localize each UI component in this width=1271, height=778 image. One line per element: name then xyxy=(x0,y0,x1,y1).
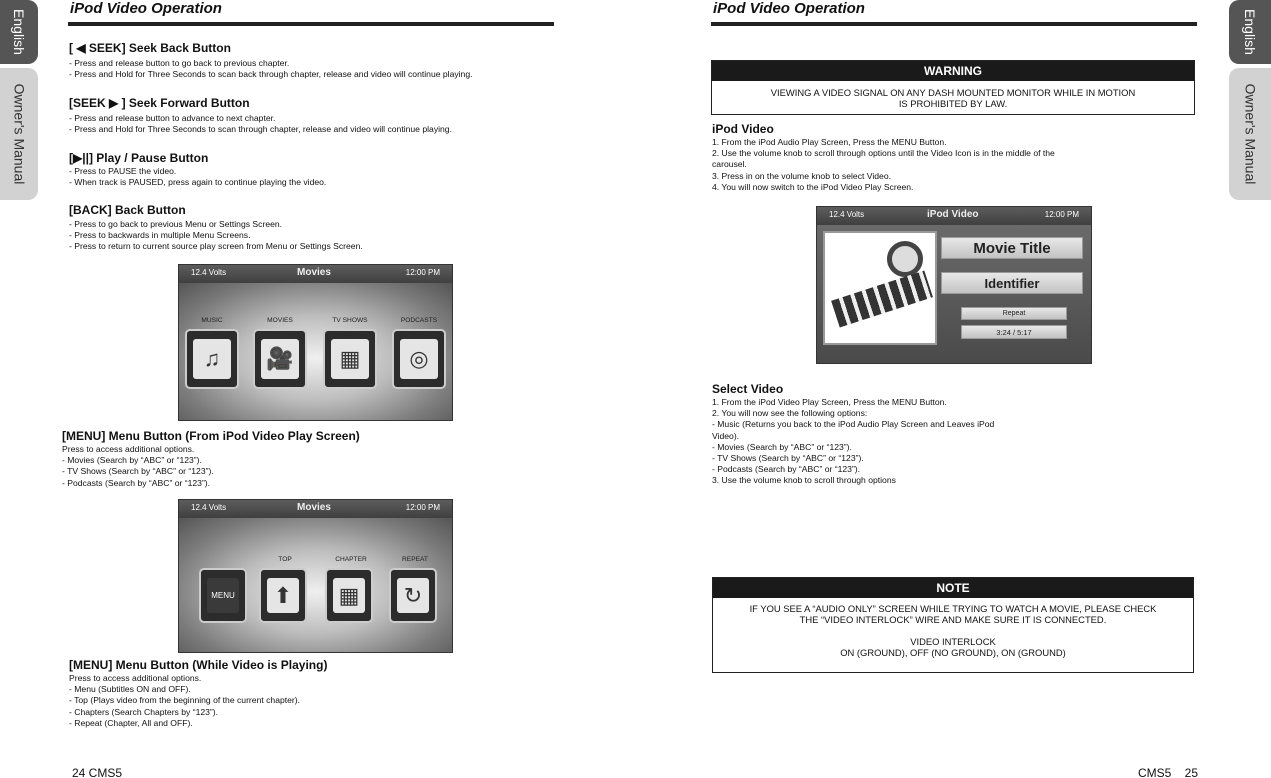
seek-back-title: [ ◀ SEEK] Seek Back Button xyxy=(69,41,231,55)
seek-back-text: - Press and release button to go back to previous chapter. - Press and Hold for Three Seconds to scan back through chapter, release and video will continue playing. xyxy=(69,58,473,80)
warning-heading: WARNING xyxy=(712,61,1194,81)
seek-forward-title: [SEEK ▶ ] Seek Forward Button xyxy=(69,96,250,110)
manual-tab-left: Owner's Manual xyxy=(0,68,38,200)
language-tab-right: English xyxy=(1229,0,1271,64)
back-button-title: [BACK] Back Button xyxy=(69,203,186,217)
podcasts-icon: ◎ xyxy=(400,339,438,379)
play-pause-text: - Press to PAUSE the video. - When track is PAUSED, press again to continue playing the video. xyxy=(69,166,327,188)
movies-icon: 🎥 xyxy=(261,339,299,379)
movies-menu-screen xyxy=(178,264,453,421)
volts-readout: 12.4 Volts xyxy=(191,503,227,512)
volts-readout: 12.4 Volts xyxy=(829,210,865,219)
warning-box xyxy=(711,60,1195,115)
screen-status-bar xyxy=(179,500,452,518)
screen-title: Movies xyxy=(297,267,331,278)
right-header-rule xyxy=(711,22,1197,26)
top-tile: TOP ⬆ xyxy=(259,568,307,623)
menu-play-text: Press to access additional options. - Movies (Search by “ABC” or “123”). - TV Shows (Search by “ABC” or “123”). - Podcasts (Search by “ABC” or “123”). xyxy=(62,444,214,488)
music-tile: MUSIC ♫ xyxy=(185,329,239,389)
select-video-title: Select Video xyxy=(712,382,784,396)
volts-readout: 12.4 Volts xyxy=(191,268,227,277)
screen-status-bar xyxy=(179,265,452,283)
tv-shows-tile: TV SHOWS ▦ xyxy=(323,329,377,389)
chapter-icon: ▦ xyxy=(333,578,365,613)
select-video-steps: 1. From the iPod Video Play Screen, Press the MENU Button. 2. You will now see the following options: - Music (Returns you back to the iPod Audio Play Screen and Leaves iPod Video). - Movies (Search by “ABC” or “123”). - TV Shows (Search by “ABC” or “123”). - Podcasts (Search by “ABC” or “123”). 3. Use the volume knob to scroll through options xyxy=(712,397,995,486)
repeat-indicator: Repeat xyxy=(961,307,1067,320)
play-pause-title: [▶||] Play / Pause Button xyxy=(69,151,209,165)
right-page-header: iPod Video Operation xyxy=(713,0,865,17)
note-heading: NOTE xyxy=(713,578,1193,598)
left-page-number: 24 CMS5 xyxy=(72,766,123,778)
chapter-tile: CHAPTER ▦ xyxy=(325,568,373,623)
identifier-field: Identifier xyxy=(941,272,1083,294)
top-arrow-icon: ⬆ xyxy=(267,578,299,613)
left-page-header: iPod Video Operation xyxy=(70,0,222,17)
menu-icon: MENU xyxy=(207,578,239,613)
ipod-video-title: iPod Video xyxy=(712,122,774,136)
note-text: IF YOU SEE A “AUDIO ONLY” SCREEN WHILE TRYING TO WATCH A MOVIE, PLEASE CHECK THE “VIDEO INTERLOCK” WIRE AND MAKE SURE IT IS CONNECTED. VIDEO INTERLOCK ON (GROUND), OFF (NO GROUND), ON (GROUND) xyxy=(749,603,1157,658)
menu-tile xyxy=(199,568,247,623)
back-button-text: - Press to go back to previous Menu or Settings Screen. - Press to backwards in multiple Menu Screens. - Press to return to current source play screen from Menu or Settings Screen. xyxy=(69,219,363,252)
screen-title: iPod Video xyxy=(927,209,979,220)
movies-tile: MOVIES 🎥 xyxy=(253,329,307,389)
movie-title-field: Movie Title xyxy=(941,237,1083,259)
ipod-video-steps: 1. From the iPod Audio Play Screen, Press the MENU Button. 2. Use the volume knob to scroll through options until the Video Icon is in the middle of the carousel. 3. Press in on the volume knob to select Video. 4. You will now switch to the iPod Video Play Screen. xyxy=(712,137,1055,192)
manual-tab-right: Owner's Manual xyxy=(1229,68,1271,200)
seek-forward-text: - Press and release button to advance to next chapter. - Press and Hold for Three Seconds to scan through chapter, release and video will continue playing. xyxy=(69,113,452,135)
clock: 12:00 PM xyxy=(405,268,440,277)
warning-text: VIEWING A VIDEO SIGNAL ON ANY DASH MOUNTED MONITOR WHILE IN MOTION IS PROHIBITED BY LAW. xyxy=(770,87,1136,109)
screen-title: Movies xyxy=(297,502,331,513)
note-box xyxy=(712,577,1194,673)
menu-video-text: Press to access additional options. - Menu (Subtitles ON and OFF). - Top (Plays video from the beginning of the current chapter). - Chapters (Search Chapters by “123”). - Repeat (Chapter, All and OFF). xyxy=(69,673,301,728)
right-page-number: CMS5 25 xyxy=(1138,766,1199,778)
menu-video-title: [MENU] Menu Button (While Video is Playing) xyxy=(69,658,328,672)
language-tab-left: English xyxy=(0,0,38,64)
screen-status-bar xyxy=(817,207,1091,225)
clock: 12:00 PM xyxy=(1044,210,1079,219)
repeat-tile: REPEAT ↻ xyxy=(389,568,437,623)
left-header-rule xyxy=(68,22,554,26)
film-reel-artwork xyxy=(823,231,937,345)
tv-shows-icon: ▦ xyxy=(331,339,369,379)
podcasts-tile: PODCASTS ◎ xyxy=(392,329,446,389)
menu-play-title: [MENU] Menu Button (From iPod Video Play Screen) xyxy=(62,429,360,443)
clock: 12:00 PM xyxy=(405,503,440,512)
ipod-video-play-screen xyxy=(816,206,1092,364)
repeat-icon: ↻ xyxy=(397,578,429,613)
playback-time: 3:24 / 5:17 xyxy=(961,325,1067,339)
music-icon: ♫ xyxy=(193,339,231,379)
video-options-screen xyxy=(178,499,453,653)
